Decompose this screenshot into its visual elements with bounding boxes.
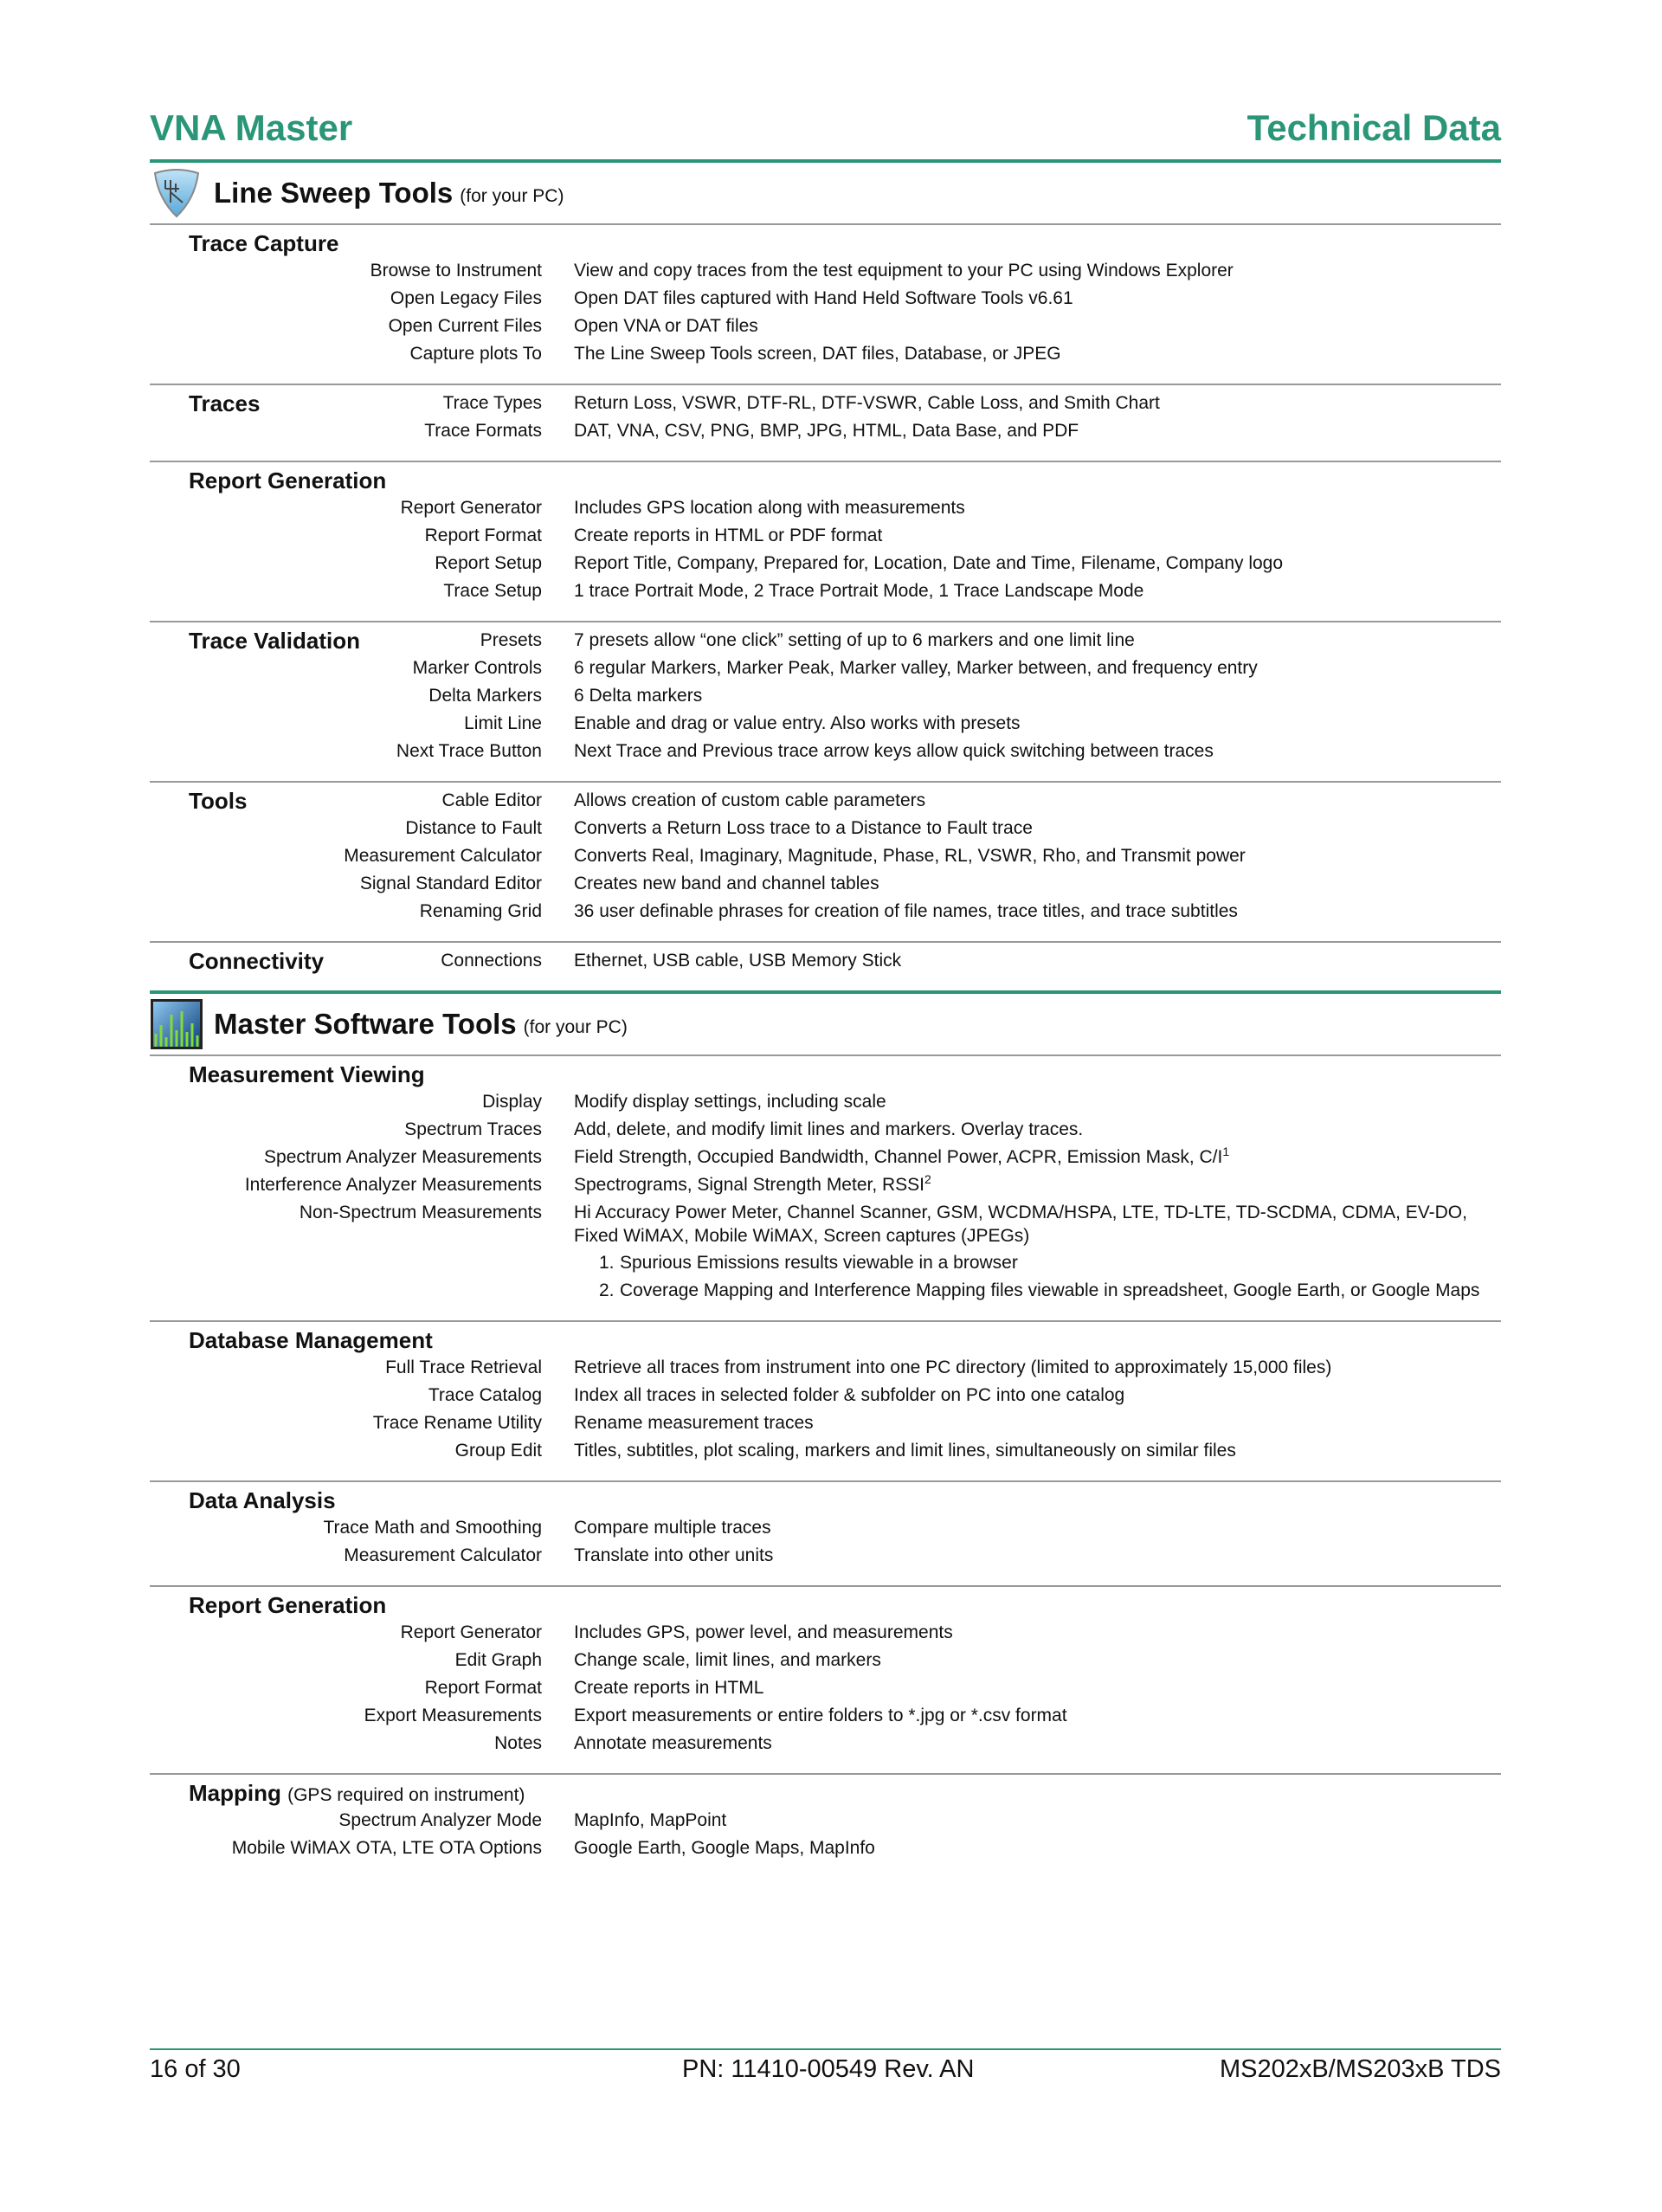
spec-value — [574, 313, 1501, 340]
spec-row — [150, 1409, 1501, 1437]
spec-value-text: Add, delete, and modify limit lines and markers. Overlay traces. — [574, 1119, 1084, 1139]
spec-row — [150, 898, 1501, 925]
group-title — [150, 467, 1501, 494]
footnote-number: 2. — [599, 1280, 615, 1300]
spec-group — [150, 943, 1501, 990]
spec-row — [150, 1354, 1501, 1382]
spec-group — [150, 1482, 1501, 1587]
spec-value — [574, 627, 1501, 655]
spec-group — [150, 462, 1501, 622]
group-title-text: Tools — [189, 788, 248, 814]
doc-id: MS202xB/MS203xB TDS — [1219, 2055, 1501, 2083]
group-title-text: Trace Validation — [189, 628, 360, 654]
spec-value — [574, 1807, 1501, 1835]
spec-value — [574, 738, 1501, 765]
group-title — [150, 1779, 1501, 1807]
spec-value-text: 6 regular Markers, Marker Peak, Marker valley, Marker between, and frequency entry — [574, 658, 1258, 678]
part-number: PN: 11410-00549 Rev. AN — [682, 2055, 975, 2083]
spec-value-text: Report Title, Company, Prepared for, Location, Date and Time, Filename, Company logo — [574, 553, 1284, 573]
spec-value — [574, 1409, 1501, 1437]
spec-value — [574, 947, 1501, 975]
section-subtitle: (for your PC) — [523, 1017, 628, 1037]
group-title — [150, 390, 260, 417]
spec-value — [574, 1702, 1501, 1730]
footnote-number: 1. — [599, 1253, 615, 1273]
spec-label: Delta Markers — [428, 686, 542, 706]
spec-value — [574, 257, 1501, 285]
spec-row — [150, 870, 1501, 898]
spec-value-continued: Fixed WiMAX, Mobile WiMAX, Screen captures (JPEGs) — [574, 1226, 1030, 1246]
spec-value-text: Retrieve all traces from instrument into one PC directory (limited to approximately 15,000 files) — [574, 1358, 1332, 1377]
spec-value — [574, 1730, 1501, 1757]
spec-value-text: Next Trace and Previous trace arrow keys allow quick switching between traces — [574, 741, 1214, 761]
spec-value-text: Hi Accuracy Power Meter, Channel Scanner, GSM, WCDMA/HSPA, LTE, TD-LTE, TD-SCDMA, CDMA, EV-DO, — [574, 1203, 1467, 1222]
spec-label: Group Edit — [454, 1441, 542, 1461]
footnote-item — [599, 1277, 1501, 1305]
spec-value — [574, 682, 1501, 710]
spec-row — [150, 550, 1501, 577]
spec-row — [150, 340, 1501, 368]
spec-label: Spectrum Analyzer Measurements — [264, 1147, 542, 1167]
spec-label: Mobile WiMAX OTA, LTE OTA Options — [231, 1838, 542, 1858]
spec-group — [150, 1775, 1501, 1878]
spec-label: Report Generator — [400, 1622, 542, 1642]
spec-row — [150, 710, 1501, 738]
spec-value — [574, 1382, 1501, 1409]
group-title-text: Data Analysis — [189, 1487, 336, 1513]
spec-row — [150, 815, 1501, 842]
spec-value — [574, 550, 1501, 577]
spec-label: Connections — [441, 951, 542, 971]
spec-group — [150, 385, 1501, 462]
spec-value — [574, 494, 1501, 522]
spec-value-text: Google Earth, Google Maps, MapInfo — [574, 1838, 875, 1858]
spec-label: Report Format — [424, 526, 542, 545]
spec-value — [574, 1619, 1501, 1647]
spec-value — [574, 340, 1501, 368]
spec-label: Spectrum Traces — [404, 1119, 542, 1139]
spec-value-text: Ethernet, USB cable, USB Memory Stick — [574, 951, 902, 971]
spec-value — [574, 898, 1501, 925]
spec-group — [150, 1056, 1501, 1322]
spec-row — [150, 1088, 1501, 1116]
section-header — [150, 990, 1501, 1056]
spec-label: Display — [482, 1092, 542, 1112]
spec-label: Edit Graph — [454, 1650, 542, 1670]
page-header — [150, 102, 1501, 163]
doc-section-title: Technical Data — [1246, 107, 1501, 148]
spec-value — [574, 1199, 1501, 1249]
spec-value — [574, 655, 1501, 682]
spec-value-text: Annotate measurements — [574, 1733, 772, 1753]
spec-row — [150, 1807, 1501, 1835]
antenna-shield-icon — [150, 168, 203, 218]
spec-row — [150, 1835, 1501, 1862]
spec-label: Cable Editor — [441, 790, 542, 810]
group-title-text: Traces — [189, 390, 261, 416]
spec-row — [150, 947, 1501, 975]
spec-row — [150, 390, 1501, 417]
spectrum-display-icon — [150, 999, 203, 1049]
spec-row — [150, 522, 1501, 550]
spec-group — [150, 1322, 1501, 1482]
spec-row — [150, 257, 1501, 285]
spec-row — [150, 1171, 1501, 1199]
spec-row — [150, 1542, 1501, 1570]
spec-label: Spectrum Analyzer Mode — [338, 1810, 542, 1830]
spec-row — [150, 655, 1501, 682]
section-header — [150, 163, 1501, 225]
spec-value — [574, 285, 1501, 313]
spec-value — [574, 1116, 1501, 1144]
spec-label: Trace Setup — [443, 581, 542, 601]
spec-label: Export Measurements — [364, 1706, 542, 1725]
spec-label: Next Trace Button — [396, 741, 542, 761]
group-title — [150, 627, 360, 655]
spec-value-text: Index all traces in selected folder & subfolder on PC into one catalog — [574, 1385, 1125, 1405]
spec-value-text: 6 Delta markers — [574, 686, 703, 706]
spec-value-text: Rename measurement traces — [574, 1413, 814, 1433]
spec-row — [150, 1116, 1501, 1144]
spec-value — [574, 577, 1501, 605]
spec-label: Distance to Fault — [405, 818, 542, 838]
spec-label: Renaming Grid — [419, 901, 542, 921]
spec-value-text: The Line Sweep Tools screen, DAT files, Database, or JPEG — [574, 344, 1061, 364]
doc-title: VNA Master — [150, 107, 353, 148]
spec-row — [150, 1619, 1501, 1647]
spec-label: Browse to Instrument — [370, 261, 542, 281]
section-subtitle: (for your PC) — [460, 186, 564, 206]
spec-label: Non-Spectrum Measurements — [299, 1203, 542, 1222]
spec-value — [574, 417, 1501, 445]
spec-value-text: Return Loss, VSWR, DTF-RL, DTF-VSWR, Cable Loss, and Smith Chart — [574, 393, 1160, 413]
spec-value — [574, 1647, 1501, 1674]
spec-label: Trace Catalog — [428, 1385, 542, 1405]
spec-label: Notes — [494, 1733, 542, 1753]
spec-value-text: Titles, subtitles, plot scaling, markers and limit lines, simultaneously on similar files — [574, 1441, 1236, 1461]
spec-value-text: Create reports in HTML — [574, 1678, 764, 1698]
group-title-text: Measurement Viewing — [189, 1061, 425, 1087]
spec-row — [150, 787, 1501, 815]
spec-row — [150, 577, 1501, 605]
spec-value — [574, 842, 1501, 870]
spec-value-text: 36 user definable phrases for creation of file names, trace titles, and trace subtitles — [574, 901, 1238, 921]
spec-group — [150, 783, 1501, 943]
spec-value-text: 7 presets allow “one click” setting of up to 6 markers and one limit line — [574, 630, 1135, 650]
spec-row — [150, 1674, 1501, 1702]
spec-row — [150, 1730, 1501, 1757]
spec-row — [150, 417, 1501, 445]
spec-label: Capture plots To — [409, 344, 542, 364]
footnote-text: Coverage Mapping and Interference Mapping files viewable in spreadsheet, Google Earth, or Google Maps — [620, 1280, 1480, 1300]
spec-value — [574, 1354, 1501, 1382]
spec-value-text: Modify display settings, including scale — [574, 1092, 886, 1112]
spec-row — [150, 1647, 1501, 1674]
spec-label: Marker Controls — [412, 658, 542, 678]
page-number: 16 of 30 — [150, 2055, 241, 2083]
spec-value-text: Converts Real, Imaginary, Magnitude, Phase, RL, VSWR, Rho, and Transmit power — [574, 846, 1246, 866]
spec-label: Measurement Calculator — [344, 846, 542, 866]
spec-value-text: Enable and drag or value entry. Also works with presets — [574, 713, 1021, 733]
spec-value-text: Includes GPS, power level, and measurements — [574, 1622, 953, 1642]
spec-group — [150, 622, 1501, 783]
spec-value-text: Create reports in HTML or PDF format — [574, 526, 883, 545]
spec-row — [150, 1144, 1501, 1171]
spec-label: Interference Analyzer Measurements — [244, 1175, 542, 1195]
spec-value — [574, 1514, 1501, 1542]
spec-value-text: Creates new band and channel tables — [574, 874, 879, 893]
group-title — [150, 229, 1501, 257]
spec-group — [150, 225, 1501, 385]
spec-content — [150, 163, 1501, 1878]
spec-value-text: Change scale, limit lines, and markers — [574, 1650, 881, 1670]
spec-value-text: Translate into other units — [574, 1545, 774, 1565]
spec-value-text: Includes GPS location along with measurements — [574, 498, 965, 518]
spec-value-text: View and copy traces from the test equipment to your PC using Windows Explorer — [574, 261, 1234, 281]
group-title — [150, 787, 247, 815]
footnote-text: Spurious Emissions results viewable in a browser — [620, 1253, 1018, 1273]
spec-value — [574, 870, 1501, 898]
group-title-text: Trace Capture — [189, 230, 339, 256]
footnote-ref: 2 — [924, 1172, 931, 1186]
group-title-text: Mapping — [189, 1780, 281, 1806]
spec-row — [150, 1514, 1501, 1542]
spec-value-text: Spectrograms, Signal Strength Meter, RSSI — [574, 1175, 925, 1195]
spec-value-text: 1 trace Portrait Mode, 2 Trace Portrait Mode, 1 Trace Landscape Mode — [574, 581, 1144, 601]
spec-value-text: Converts a Return Loss trace to a Distance to Fault trace — [574, 818, 1033, 838]
spec-value — [574, 1144, 1501, 1171]
spec-value — [574, 1542, 1501, 1570]
spec-label: Measurement Calculator — [344, 1545, 542, 1565]
spec-row — [150, 1199, 1501, 1249]
spec-label: Trace Formats — [424, 421, 542, 441]
group-title-text: Database Management — [189, 1327, 433, 1353]
spec-value — [574, 1835, 1501, 1862]
group-title — [150, 947, 324, 975]
group-title — [150, 1061, 1501, 1088]
spec-value — [574, 522, 1501, 550]
spec-label: Full Trace Retrieval — [385, 1358, 542, 1377]
spec-group — [150, 1587, 1501, 1775]
spec-label: Trace Types — [442, 393, 542, 413]
spec-value-text: Export measurements or entire folders to *.jpg or *.csv format — [574, 1706, 1067, 1725]
footnote-item — [599, 1249, 1501, 1277]
spec-value-text: Open VNA or DAT files — [574, 316, 758, 336]
spec-row — [150, 682, 1501, 710]
group-title — [150, 1486, 1501, 1514]
spec-row — [150, 1702, 1501, 1730]
spec-value — [574, 1674, 1501, 1702]
spec-value — [574, 1171, 1501, 1199]
spec-row — [150, 1382, 1501, 1409]
spec-label: Signal Standard Editor — [359, 874, 542, 893]
group-title — [150, 1591, 1501, 1619]
footnote-list — [599, 1249, 1501, 1305]
group-title-text: Report Generation — [189, 1592, 387, 1618]
section-title: Master Software Tools — [214, 1008, 517, 1040]
spec-value-text: Compare multiple traces — [574, 1518, 771, 1538]
spec-value — [574, 815, 1501, 842]
spec-label: Report Setup — [435, 553, 542, 573]
spec-row — [150, 842, 1501, 870]
spec-value-text: DAT, VNA, CSV, PNG, BMP, JPG, HTML, Data Base, and PDF — [574, 421, 1079, 441]
group-title-text: Connectivity — [189, 948, 325, 974]
spec-row — [150, 1437, 1501, 1465]
spec-row — [150, 285, 1501, 313]
spec-value — [574, 1088, 1501, 1116]
page-footer — [150, 2048, 1501, 2088]
spec-value-text: Open DAT files captured with Hand Held Software Tools v6.61 — [574, 288, 1073, 308]
spec-value-text: Field Strength, Occupied Bandwidth, Channel Power, ACPR, Emission Mask, C/I — [574, 1147, 1223, 1167]
spec-value-text: Allows creation of custom cable parameters — [574, 790, 926, 810]
spec-value — [574, 390, 1501, 417]
spec-label: Trace Rename Utility — [372, 1413, 542, 1433]
spec-row — [150, 738, 1501, 765]
spec-label: Report Format — [424, 1678, 542, 1698]
spec-label: Limit Line — [464, 713, 542, 733]
spec-label: Open Legacy Files — [390, 288, 542, 308]
spec-value — [574, 710, 1501, 738]
spec-label: Report Generator — [400, 498, 542, 518]
group-title — [150, 1326, 1501, 1354]
spec-value — [574, 787, 1501, 815]
section-title: Line Sweep Tools — [214, 177, 454, 209]
spec-label: Presets — [480, 630, 542, 650]
spec-label: Trace Math and Smoothing — [323, 1518, 542, 1538]
spec-value — [574, 1437, 1501, 1465]
spec-row — [150, 313, 1501, 340]
footnote-ref: 1 — [1222, 1145, 1230, 1158]
group-title-text: Report Generation — [189, 468, 387, 493]
spec-label: Open Current Files — [388, 316, 542, 336]
group-title-note: (GPS required on instrument) — [287, 1785, 525, 1805]
spec-row — [150, 494, 1501, 522]
spec-value-text: MapInfo, MapPoint — [574, 1810, 727, 1830]
